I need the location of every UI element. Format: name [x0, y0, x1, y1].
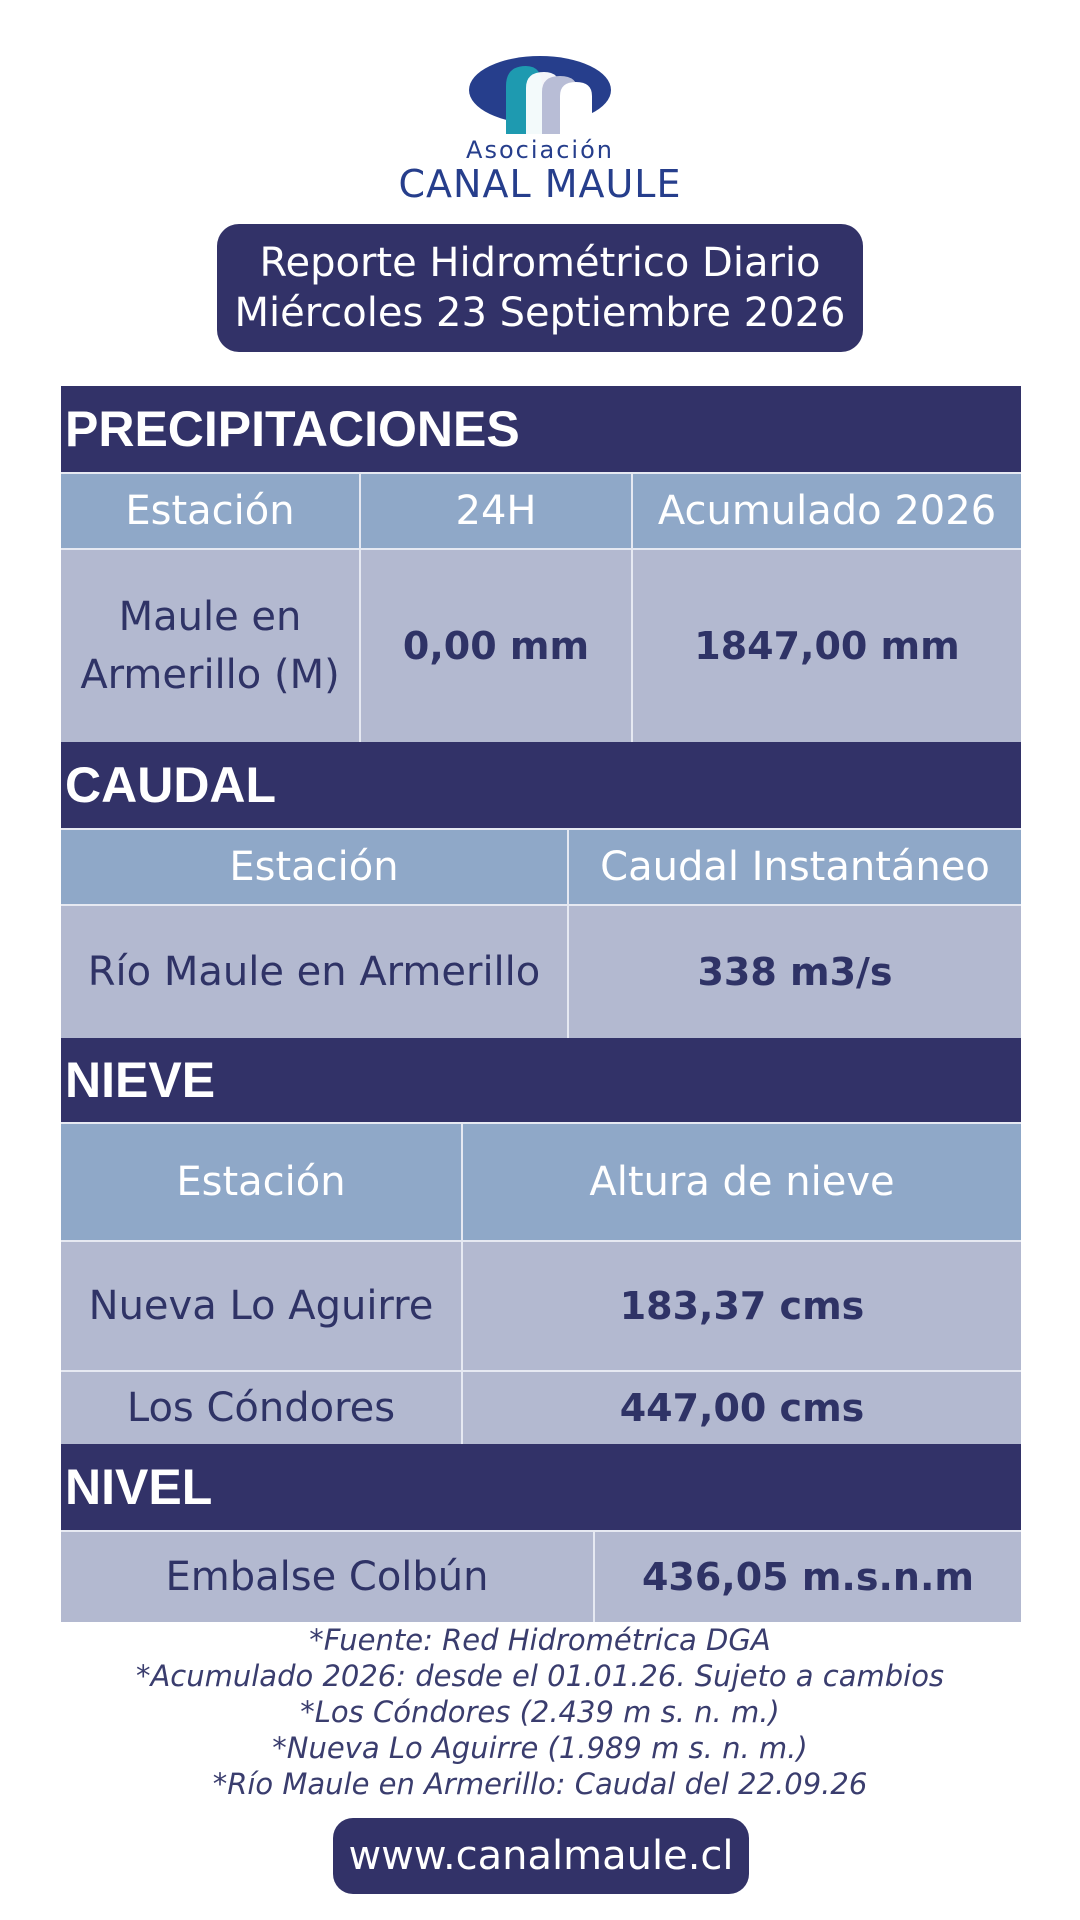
nieve-header-row	[61, 1122, 1021, 1240]
section-caudal	[61, 742, 1021, 828]
caudal-header-row	[61, 828, 1021, 904]
footnote: *Acumulado 2026: desde el 01.01.26. Sujeto a cambios	[135, 1659, 945, 1693]
station-name-line: Armerillo (M)	[80, 652, 340, 698]
station-cell: Río Maule en Armerillo	[61, 904, 569, 1038]
section-title: NIVEL	[65, 1459, 213, 1515]
footnotes	[0, 1622, 1080, 1802]
nieve-data-row	[61, 1240, 1021, 1370]
value-nieve: 183,37 cms	[463, 1240, 1021, 1370]
footnote: *Los Cóndores (2.439 m s. n. m.)	[300, 1695, 780, 1729]
precip-header-row	[61, 472, 1021, 548]
header-cell: Caudal Instantáneo	[569, 828, 1021, 904]
section-title: NIEVE	[65, 1052, 216, 1108]
footnote: *Nueva Lo Aguirre (1.989 m s. n. m.)	[272, 1731, 808, 1765]
canal-maule-logo-icon	[468, 52, 612, 138]
precip-data-row	[61, 548, 1021, 742]
report-title-box	[217, 224, 863, 352]
value-nieve: 447,00 cms	[463, 1370, 1021, 1444]
value-nivel: 436,05 m.s.n.m	[595, 1530, 1021, 1622]
section-title: CAUDAL	[65, 757, 277, 813]
logo	[0, 52, 1080, 204]
station-name-line: Maule en	[118, 594, 302, 640]
report-date: Miércoles 23 Septiembre 2026	[234, 290, 846, 336]
footnote: *Fuente: Red Hidrométrica DGA	[309, 1623, 771, 1657]
value-24h: 0,00 mm	[361, 548, 633, 742]
header-cell: Estación	[61, 828, 569, 904]
header-cell: Altura de nieve	[463, 1122, 1021, 1240]
logo-name-text: CANAL MAULE	[398, 162, 682, 206]
header-cell: Acumulado 2026	[633, 472, 1021, 548]
header-cell: 24H	[361, 472, 633, 548]
section-nivel	[61, 1444, 1021, 1530]
station-cell: Nueva Lo Aguirre	[61, 1240, 463, 1370]
header-cell: Estación	[61, 472, 361, 548]
nieve-data-row	[61, 1370, 1021, 1444]
section-precipitaciones	[61, 386, 1021, 472]
nivel-data-row	[61, 1530, 1021, 1622]
website-link[interactable]: www.canalmaule.cl	[333, 1818, 749, 1894]
value-acumulado: 1847,00 mm	[633, 548, 1021, 742]
value-caudal: 338 m3/s	[569, 904, 1021, 1038]
section-title: PRECIPITACIONES	[65, 401, 520, 457]
report-title: Reporte Hidrométrico Diario	[259, 240, 821, 286]
station-cell	[61, 548, 361, 742]
section-nieve	[61, 1038, 1021, 1122]
footnote: *Río Maule en Armerillo: Caudal del 22.09.26	[212, 1767, 868, 1801]
caudal-data-row	[61, 904, 1021, 1038]
logo-assoc-text: Asociación	[466, 136, 614, 164]
station-cell: Los Cóndores	[61, 1370, 463, 1444]
station-cell: Embalse Colbún	[61, 1530, 595, 1622]
header-cell: Estación	[61, 1122, 463, 1240]
